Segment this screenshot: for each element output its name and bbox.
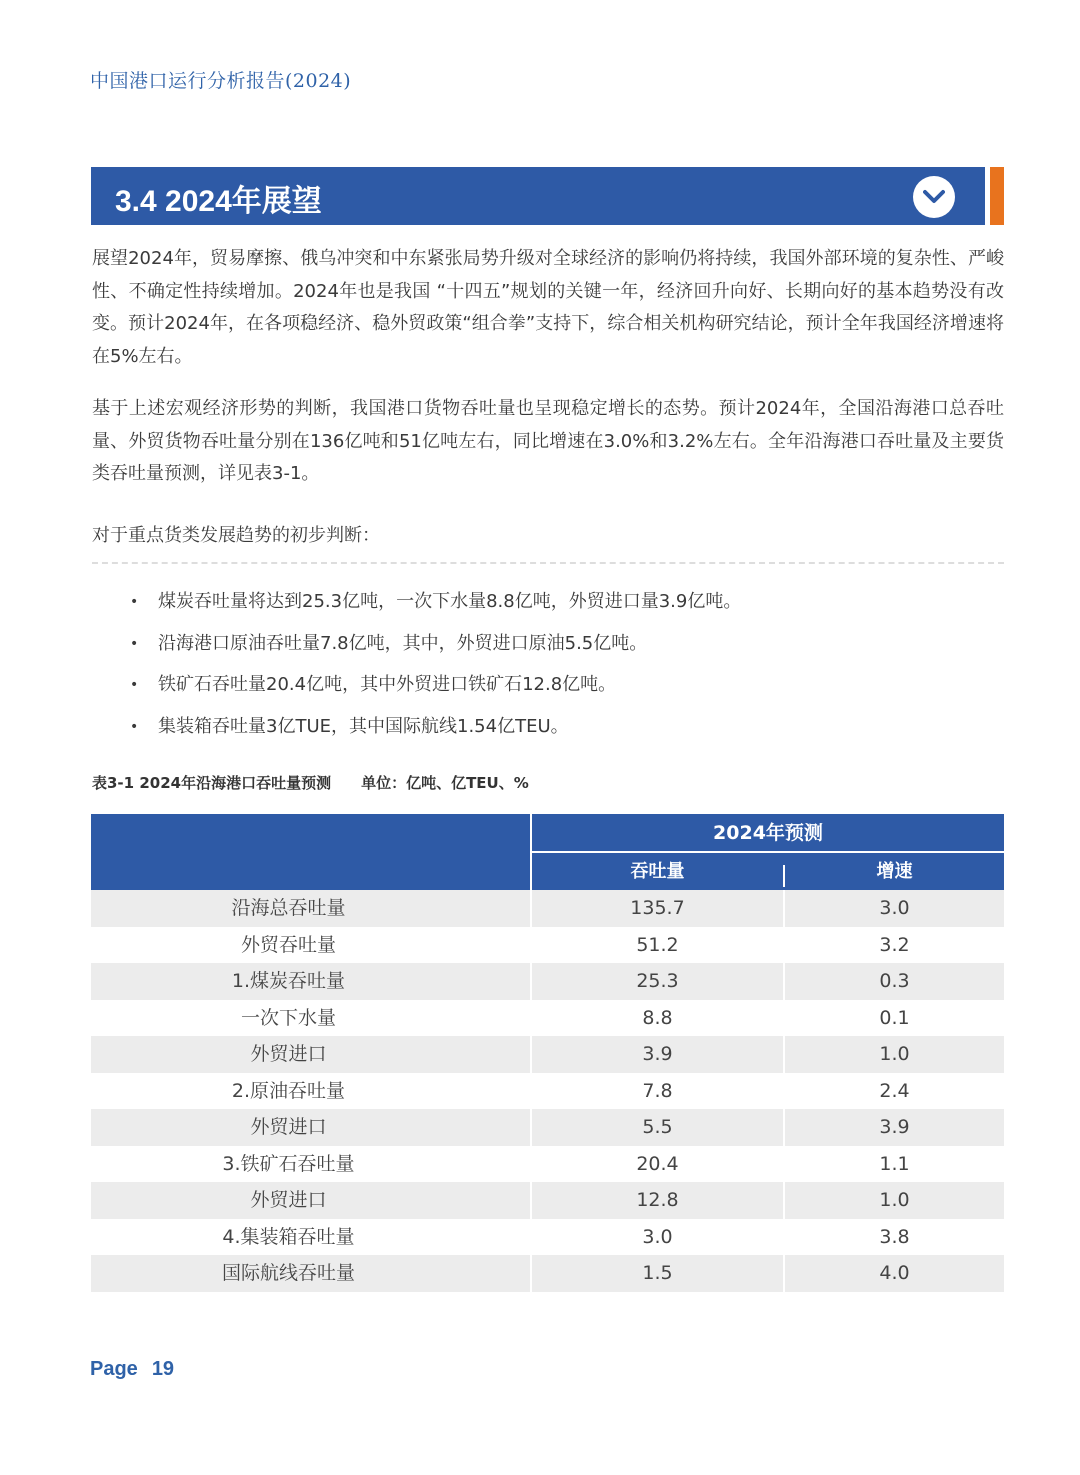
cell-throughput: 3.9 bbox=[642, 1043, 673, 1065]
column-divider bbox=[783, 890, 785, 927]
page-label: Page bbox=[90, 1358, 138, 1380]
cell-item: 3.铁矿石吞吐量 bbox=[222, 1152, 355, 1175]
section-title-bar bbox=[91, 167, 985, 225]
cell-item: 1.煤炭吞吐量 bbox=[231, 970, 346, 992]
column-divider bbox=[783, 1109, 785, 1146]
bullet-dot: • bbox=[130, 635, 139, 652]
running-header: 中国港口运行分析报告(2024) bbox=[90, 70, 352, 92]
cell-growth: 3.2 bbox=[879, 933, 910, 956]
cell-throughput: 51.2 bbox=[636, 933, 679, 956]
cell-growth: 3.0 bbox=[879, 897, 910, 919]
table-header bbox=[91, 814, 1004, 890]
cell-growth: 4.0 bbox=[879, 1262, 910, 1284]
table-group-header: 2024年预测 bbox=[713, 822, 823, 844]
bullet-lead: 对于重点货类发展趋势的初步判断： bbox=[92, 525, 380, 546]
column-divider bbox=[530, 927, 532, 964]
cell-item: 外贸进口 bbox=[250, 1043, 327, 1065]
cell-growth: 2.4 bbox=[879, 1079, 910, 1102]
table-caption-unit: 单位：亿吨、亿TEU、% bbox=[361, 774, 529, 792]
cell-throughput: 8.8 bbox=[642, 1006, 673, 1029]
list-item: • 煤炭吞吐量将达到25.3亿吨，一次下水量8.8亿吨，外贸进口量3.9亿吨。 bbox=[130, 586, 741, 628]
cell-growth: 1.0 bbox=[879, 1043, 910, 1065]
page-footer bbox=[90, 1358, 174, 1381]
cell-item: 国际航线吞吐量 bbox=[221, 1262, 355, 1284]
column-divider bbox=[783, 1182, 785, 1219]
bullet-dot: • bbox=[130, 718, 139, 735]
column-header-growth: 增速 bbox=[876, 861, 913, 882]
table-caption-title: 表3-1 2024年沿海港口吞吐量预测 bbox=[92, 774, 332, 792]
bullet-list bbox=[130, 586, 741, 752]
column-header-throughput: 吞吐量 bbox=[630, 861, 685, 882]
bullet-dot: • bbox=[130, 677, 139, 693]
cell-throughput: 12.8 bbox=[636, 1189, 679, 1211]
column-divider bbox=[783, 1036, 785, 1073]
column-divider bbox=[530, 1182, 532, 1219]
section-accent-bar bbox=[990, 167, 1004, 225]
table-row bbox=[91, 1182, 1004, 1219]
page-number: 19 bbox=[151, 1358, 175, 1380]
column-divider bbox=[530, 1073, 532, 1110]
bullet-dot: • bbox=[130, 594, 139, 610]
table-row bbox=[91, 963, 1004, 1000]
section-title: 3.4 2024年展望 bbox=[115, 185, 322, 218]
cell-growth: 0.1 bbox=[879, 1006, 910, 1029]
table-row bbox=[91, 927, 1004, 964]
cell-item: 外贸进口 bbox=[250, 1189, 327, 1211]
paragraph-outlook: 展望2024年，贸易摩擦、俄乌冲突和中东紧张局势升级对全球经济的影响仍将持续，我国外部环境的复杂性、严峻性、不确定性持续增加。2024年也是我国 “十四五”规划的关键一年，经济回升向好、长期向好的基本趋势没有改变。预计2024年，在各项稳经济、稳外贸政策“组合拳”支持下，综合相关机构研究结论，预计全年我国经济增速将在5%左右。 bbox=[92, 248, 1004, 367]
list-item: • 沿海港口原油吞吐量7.8亿吨，其中，外贸进口原油5.5亿吨。 bbox=[130, 628, 741, 670]
table-row bbox=[91, 1146, 1004, 1183]
table-row bbox=[91, 1255, 1004, 1292]
cell-item: 外贸吞吐量 bbox=[240, 933, 336, 956]
cell-growth: 3.9 bbox=[879, 1116, 910, 1138]
column-divider bbox=[783, 1146, 785, 1183]
paragraph-forecast: 基于上述宏观经济形势的判断，我国港口货物吞吐量也呈现稳定增长的态势。预计2024年，全国沿海港口总吞吐量、外贸货物吞吐量分别在136亿吨和51亿吨左右，同比增速在3.0%和3.2%左右。全年沿海港口吞吐量及主要货类吞吐量预测，详见表3-1。 bbox=[92, 398, 1004, 484]
cell-item: 4.集装箱吞吐量 bbox=[222, 1225, 355, 1248]
cell-throughput: 1.5 bbox=[642, 1262, 673, 1284]
table-body bbox=[91, 890, 1004, 1292]
table-caption bbox=[92, 772, 529, 793]
cell-throughput: 25.3 bbox=[636, 970, 679, 992]
cell-throughput: 3.0 bbox=[642, 1225, 673, 1248]
table-row bbox=[91, 1109, 1004, 1146]
column-divider bbox=[530, 1219, 532, 1256]
column-divider bbox=[530, 963, 532, 1000]
forecast-table bbox=[91, 814, 1004, 1292]
table-row bbox=[91, 1219, 1004, 1256]
chevron-down-icon bbox=[913, 176, 955, 218]
cell-growth: 3.8 bbox=[879, 1225, 910, 1248]
table-row bbox=[91, 1036, 1004, 1073]
table-row bbox=[91, 890, 1004, 927]
column-divider bbox=[530, 1000, 532, 1037]
cell-throughput: 7.8 bbox=[642, 1079, 673, 1102]
column-divider bbox=[530, 1255, 532, 1292]
cell-item: 外贸进口 bbox=[250, 1116, 327, 1138]
cell-throughput: 5.5 bbox=[642, 1116, 673, 1138]
column-divider bbox=[530, 1146, 532, 1183]
cell-item: 沿海总吞吐量 bbox=[231, 897, 346, 919]
cell-item: 2.原油吞吐量 bbox=[231, 1079, 346, 1102]
cell-growth: 1.0 bbox=[879, 1189, 910, 1211]
cell-growth: 0.3 bbox=[879, 970, 910, 992]
column-divider bbox=[783, 1000, 785, 1037]
column-divider bbox=[783, 1255, 785, 1292]
cell-throughput: 135.7 bbox=[630, 897, 685, 919]
column-divider bbox=[783, 927, 785, 964]
column-divider bbox=[530, 1036, 532, 1073]
table-row bbox=[91, 1000, 1004, 1037]
column-divider bbox=[783, 1073, 785, 1110]
column-divider bbox=[530, 1109, 532, 1146]
table-row bbox=[91, 1073, 1004, 1110]
dashed-divider bbox=[92, 562, 1004, 564]
column-divider bbox=[783, 963, 785, 1000]
cell-throughput: 20.4 bbox=[636, 1152, 679, 1175]
column-divider bbox=[530, 890, 532, 927]
cell-growth: 1.1 bbox=[879, 1152, 910, 1175]
cell-item: 一次下水量 bbox=[240, 1006, 336, 1029]
list-item: • 集装箱吞吐量3亿TUE，其中国际航线1.54亿TEU。 bbox=[130, 711, 741, 753]
column-divider bbox=[783, 1219, 785, 1256]
list-item: • 铁矿石吞吐量20.4亿吨，其中外贸进口铁矿石12.8亿吨。 bbox=[130, 669, 741, 711]
